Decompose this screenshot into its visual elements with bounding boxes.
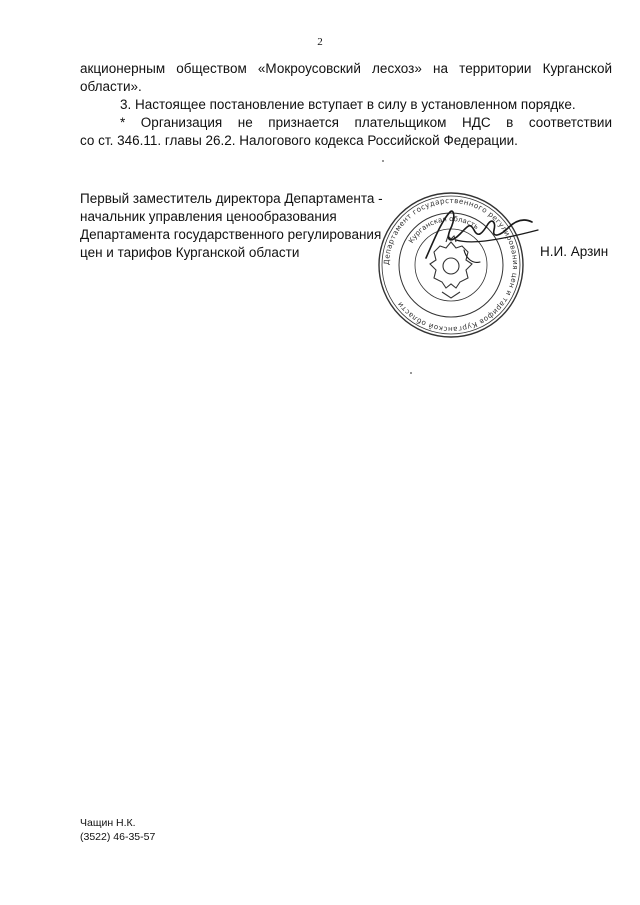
executor-info bbox=[80, 816, 155, 844]
scan-speck bbox=[382, 160, 384, 162]
body-text bbox=[80, 60, 612, 150]
body-line-2: области». bbox=[80, 79, 142, 94]
signatory-title-line-4: цен и тарифов Курганской области bbox=[80, 245, 300, 260]
handwritten-signature-icon bbox=[420, 200, 545, 275]
signatory-title-line-3: Департамента государственного регулирования bbox=[80, 227, 382, 242]
signatory-title-line-2: начальник управления ценообразования bbox=[80, 209, 337, 224]
signer-name: Н.И. Арзин bbox=[540, 244, 609, 259]
page-number: 2 bbox=[317, 36, 323, 48]
seal-outer-text: Департамент государственного регулирования цен и тарифов Курганской области bbox=[381, 195, 521, 335]
scan-speck bbox=[410, 372, 412, 374]
signatory-title bbox=[80, 190, 383, 262]
clause-3: 3. Настоящее постановление вступает в силу в установленном порядке. bbox=[120, 97, 576, 112]
executor-name: Чащин Н.К. bbox=[80, 817, 136, 829]
signatory-title-line-1: Первый заместитель директора Департамента - bbox=[80, 191, 383, 206]
executor-phone: (3522) 46-35-57 bbox=[80, 831, 156, 843]
body-line-1: акционерным обществом «Мокроусовский лесхоз» на территории Курганской bbox=[80, 61, 612, 76]
vat-note: * Организация не признается плательщиком НДС в соответствии bbox=[120, 115, 612, 130]
seal-inner-text: Курганская область bbox=[407, 214, 481, 245]
vat-note-continued: со ст. 346.11. главы 26.2. Налогового кодекса Российской Федерации. bbox=[80, 133, 518, 148]
